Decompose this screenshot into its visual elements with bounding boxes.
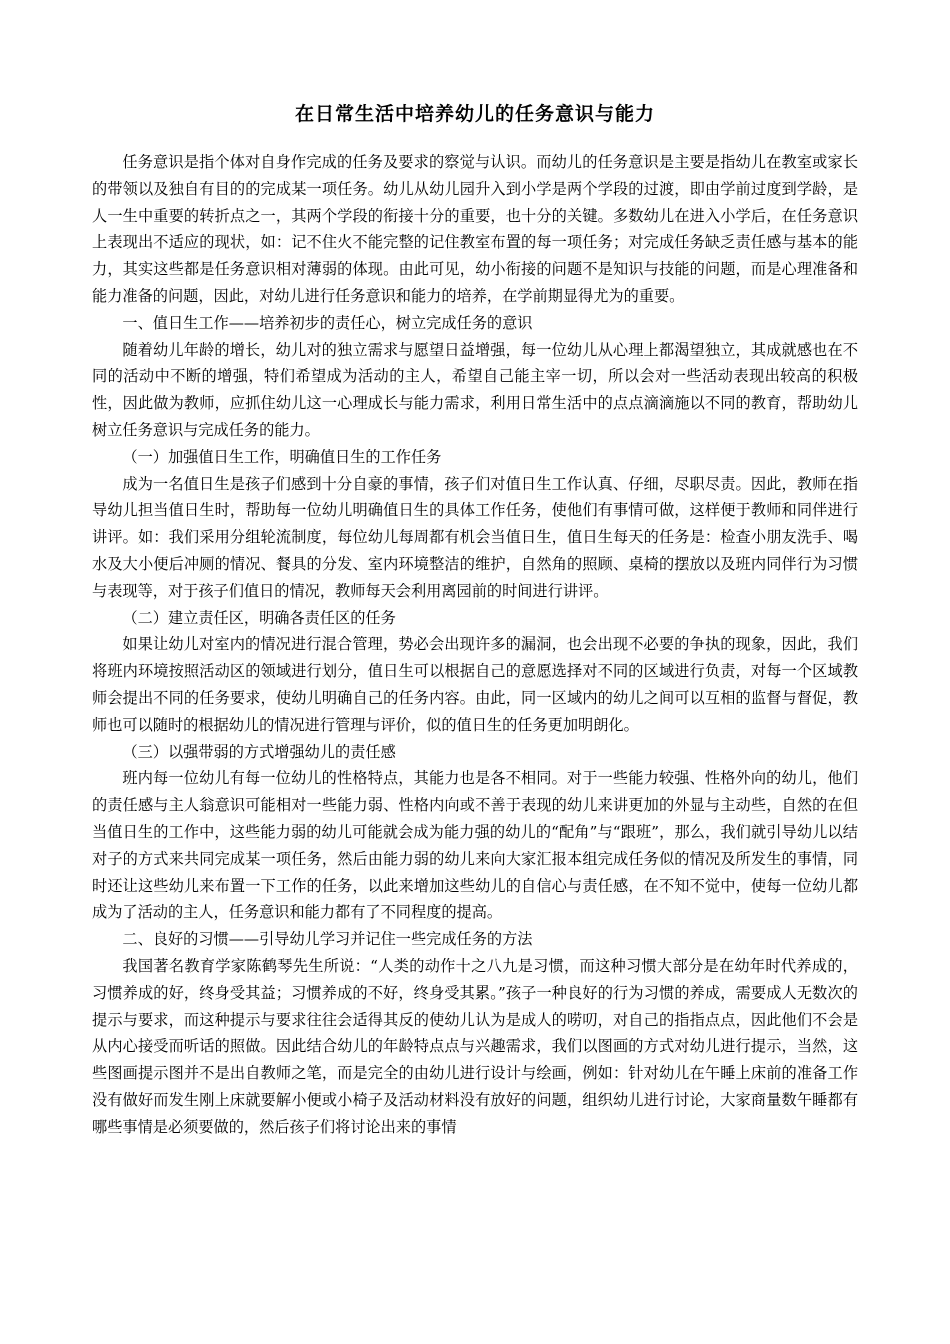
section-heading-2: 二、良好的习惯——引导幼儿学习并记住一些完成任务的方法 [122, 930, 533, 949]
paragraph-1-2: 如果让幼儿对室内的情况进行混合管理，势必会出现许多的漏洞，也会出现不必要的争执的现象，因此，我们将班内环境按照活动区的领域进行划分，值日生可以根据自己的意愿选择对不同的区域进行负责，对每一个区域教师会提出不同的任务要求，使幼儿明确自己的任务内容。由此，同一区域内的幼儿之间可以互相的监督与督促，教师也可以随时的根据幼儿的情况进行管理与评价，似的值日生的任务更加明朗化。 [92, 635, 858, 734]
paragraph-2: 我国著名教育学家陈鹤琴先生所说：“人类的动作十之八九是习惯，而这种习惯大部分是在幼年时代养成的，习惯养成的好，终身受其益；习惯养成的不好，终身受其累。”孩子一种良好的行为习惯的养成，需要成人无数次的提示与要求，而这种提示与要求往往会适得其反的使幼儿认为是成人的唠叨，对自己的指指点点，因此他们不会是从内心接受而听话的照做。因此结合幼儿的年龄特点点与兴趣需求，我们以图画的方式对幼儿进行提示，当然，这些图画提示图并不是出自教师之笔，而是完全的由幼儿进行设计与绘画，例如：针对幼儿在午睡上床前的准备工作没有做好而发生刚上床就要解小便或小椅子及活动材料没有放好的问题，组织幼儿进行讨论，大家商量数午睡都有哪些事情是必须要做的，然后孩子们将讨论出来的事情 [92, 956, 858, 1136]
document-body [92, 149, 858, 1140]
subsection-heading-1-2: （二）建立责任区，明确各责任区的任务 [122, 608, 396, 627]
paragraph-1: 随着幼儿年龄的增长，幼儿对的独立需求与愿望日益增强，每一位幼儿从心理上都渴望独立，其成就感也在不同的活动中不断的增强，特们希望成为活动的主人，希望自己能主宰一切，所以会对一些活动表现出较高的积极性，因此做为教师，应抓住幼儿这一心理成长与能力需求，利用日常生活中的点点滴滴施以不同的教育，帮助幼儿树立任务意识与完成任务的能力。 [92, 340, 858, 439]
section-heading-1: 一、值日生工作——培养初步的责任心，树立完成任务的意识 [122, 313, 533, 332]
paragraph-1-3: 班内每一位幼儿有每一位幼儿的性格特点，其能力也是各不相同。对于一些能力较强、性格外向的幼儿，他们的责任感与主人翁意识可能相对一些能力弱、性格内向或不善于表现的幼儿来讲更加的外显与主动些，自然的在但当值日生的工作中，这些能力弱的幼儿可能就会成为能力强的幼儿的“配角”与“跟班”，那么，我们就引导幼儿以结对子的方式来共同完成某一项任务，然后由能力弱的幼儿来向大家汇报本组完成任务似的情况及所发生的事情，同时还让这些幼儿来布置一下工作的任务，以此来增加这些幼儿的自信心与责任感，在不知不觉中，使每一位幼儿都成为了活动的主人，任务意识和能力都有了不同程度的提高。 [92, 769, 858, 922]
subsection-heading-1-3: （三）以强带弱的方式增强幼儿的责任感 [122, 742, 396, 761]
subsection-heading-1-1: （一）加强值日生工作，明确值日生的工作任务 [122, 447, 442, 466]
paragraph-intro: 任务意识是指个体对自身作完成的任务及要求的察觉与认识。而幼儿的任务意识是主要是指幼儿在教室或家长的带领以及独自有目的的完成某一项任务。幼儿从幼儿园升入到小学是两个学段的过渡，即由学前过度到学龄，是人一生中重要的转折点之一，其两个学段的衔接十分的重要，也十分的关键。多数幼儿在进入小学后，在任务意识上表现出不适应的现状，如：记不住火不能完整的记住教室布置的每一项任务；对完成任务缺乏责任感与基本的能力，其实这些都是任务意识相对薄弱的体现。由此可见，幼小衔接的问题不是知识与技能的问题，而是心理准备和能力准备的问题，因此，对幼儿进行任务意识和能力的培养，在学前期显得尤为的重要。 [92, 153, 858, 305]
paragraph-1-1: 成为一名值日生是孩子们感到十分自豪的事情，孩子们对值日生工作认真、仔细，尽职尽责。因此，教师在指导幼儿担当值日生时，帮助每一位幼儿明确值日生的具体工作任务，使他们有事情可做，这样便于教师和同伴进行讲评。如：我们采用分组轮流制度，每位幼儿每周都有机会当值日生，值日生每天的任务是：检查小朋友洗手、喝水及大小便后冲厕的情况、餐具的分发、室内环境整洁的维护，自然角的照顾、桌椅的摆放以及班内同伴行为习惯与表现等，对于孩子们值日的情况，教师每天会利用离园前的时间进行讲评。 [92, 474, 858, 600]
document-title: 在日常生活中培养幼儿的任务意识与能力 [294, 103, 655, 125]
